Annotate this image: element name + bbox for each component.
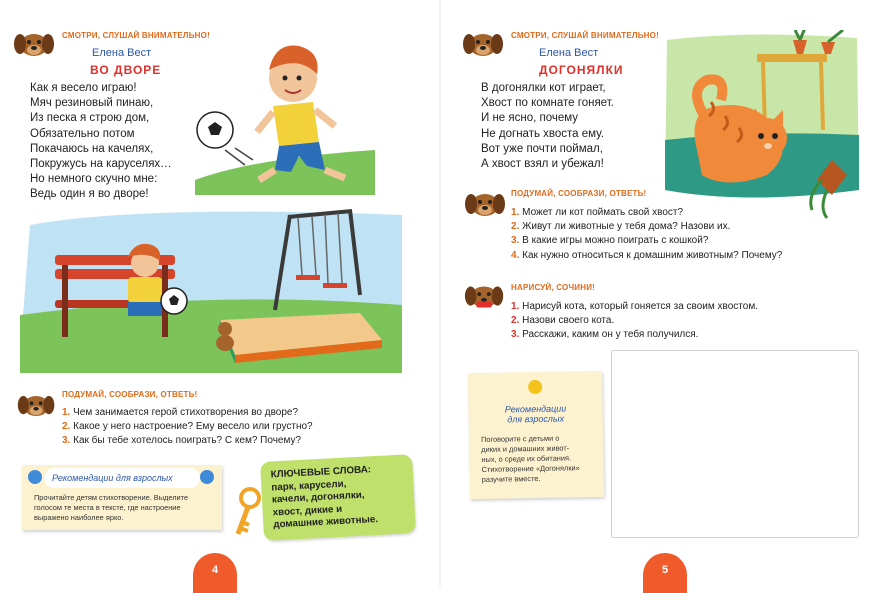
poem-line: Ведь один я во дворе! — [30, 188, 149, 201]
question-list — [511, 206, 782, 263]
list-item — [511, 206, 782, 220]
recommendation-line: Стихотворение «Догонялки» — [481, 463, 580, 474]
question-number: 3. — [511, 235, 520, 247]
question-text: В какие игры можно поиграть с кошкой? — [522, 235, 709, 247]
poem-line: И не ясно, почему — [481, 112, 579, 125]
dog-icon — [461, 30, 507, 60]
question-number: 3. — [62, 435, 71, 447]
poem-text — [30, 81, 172, 203]
draw-section-header: НАРИСУЙ, СОЧИНИ! — [511, 283, 596, 292]
recommendations-title-line: для взрослых — [507, 413, 565, 425]
page-number: 4 — [193, 553, 237, 593]
poem-line: Обязательно потом — [30, 127, 135, 140]
task-text: Расскажи, каким он у тебя получился. — [522, 329, 699, 341]
keywords-line: качели, догонялки, — [271, 489, 365, 506]
question-text: Как нужно относиться к домашним животным? Почему? — [522, 249, 783, 261]
poem-line: Из песка я строю дом, — [30, 112, 150, 125]
question-text: Какое у него настроение? Ему весело или грустно? — [73, 421, 313, 433]
question-number: 2. — [62, 421, 71, 433]
keywords-line: хвост, дикие и — [272, 503, 343, 518]
recommendations-note — [468, 371, 604, 499]
poem-line: Покачаюсь на качелях, — [30, 142, 154, 155]
recommendations-note — [22, 465, 222, 530]
question-text: Может ли кот поймать свой хвост? — [522, 207, 684, 218]
playground-illustration — [20, 205, 402, 373]
recommendation-line: диких и домашних живот- — [481, 443, 570, 454]
task-number: 2. — [511, 315, 520, 327]
recommendation-line: выражено наиболее ярко. — [34, 513, 124, 522]
recommendations-text — [481, 433, 580, 485]
keywords-line: парк, карусели, — [271, 478, 347, 493]
question-list — [62, 406, 313, 449]
poem-line: Мяч резиновый пинаю, — [30, 97, 154, 110]
left-page — [0, 0, 439, 587]
poem-title: ВО ДВОРЕ — [90, 63, 162, 77]
task-number: 1. — [511, 301, 520, 312]
task-list — [511, 300, 758, 343]
boy-kicking-ball-illustration — [195, 30, 375, 195]
recommendation-line: Прочитайте детям стихотворение. Выделите — [34, 493, 189, 502]
poem-line: Вот уже почти поймал, — [481, 142, 603, 155]
poem-author: Елена Вест — [92, 47, 152, 59]
list-item — [511, 220, 782, 234]
list-item — [62, 434, 313, 448]
recommendation-line: Поговорите с детьми о — [480, 433, 560, 444]
list-item — [62, 420, 313, 434]
poem-line: Как я весело играю! — [30, 82, 137, 94]
section-header: СМОТРИ, СЛУШАЙ ВНИМАТЕЛЬНО! — [62, 31, 210, 40]
recommendations-title: Рекомендации для взрослых — [52, 473, 173, 483]
keywords-line: домашние животные. — [273, 513, 379, 531]
pin-icon — [200, 470, 214, 484]
think-section-header: ПОДУМАЙ, СООБРАЗИ, ОТВЕТЬ! — [511, 189, 647, 198]
right-page — [441, 0, 880, 587]
list-item — [511, 328, 758, 342]
question-number: 1. — [62, 407, 71, 418]
recommendations-title-line: Рекомендации — [504, 403, 567, 415]
recommendations-title — [468, 403, 602, 425]
poem-title: ДОГОНЯЛКИ — [539, 63, 624, 77]
question-number: 4. — [511, 249, 520, 261]
pin-icon — [528, 380, 542, 394]
recommendation-line: ных, о среде их обитания. — [481, 453, 572, 464]
question-text: Живут ли животные у тебя дома? Назови их. — [522, 221, 731, 233]
cat-chasing-tail-illustration — [647, 30, 867, 220]
list-item — [511, 300, 758, 314]
dog-with-pencil-icon — [463, 282, 507, 312]
question-number: 1. — [511, 207, 520, 218]
task-number: 3. — [511, 329, 520, 341]
section-header: СМОТРИ, СЛУШАЙ ВНИМАТЕЛЬНО! — [511, 31, 659, 40]
poem-line: Покружусь на каруселях… — [30, 158, 172, 171]
question-number: 2. — [511, 221, 520, 233]
question-text: Чем занимается герой стихотворения во дворе? — [73, 407, 299, 418]
poem-line: Не догнать хвоста ему. — [481, 127, 604, 140]
drawing-area[interactable] — [611, 350, 859, 538]
pin-icon — [28, 470, 42, 484]
list-item — [62, 406, 313, 420]
keywords-card — [260, 454, 416, 540]
poem-line: Но немного скучно мне: — [30, 173, 158, 186]
recommendation-line: разучите вместе. — [481, 473, 541, 484]
question-text: Как бы тебе хотелось поиграть? С кем? Почему? — [73, 435, 302, 447]
keywords-line: КЛЮЧЕВЫЕ СЛОВА: — [270, 464, 372, 481]
recommendation-line: голосом те места в тексте, где настроение — [34, 503, 181, 512]
recommendations-text — [34, 493, 188, 523]
dog-icon — [463, 190, 509, 220]
task-text: Нарисуй кота, который гоняется за своим хвостом. — [522, 301, 758, 312]
think-section-header: ПОДУМАЙ, СООБРАЗИ, ОТВЕТЬ! — [62, 390, 198, 399]
list-item — [511, 249, 782, 263]
page-number: 5 — [643, 553, 687, 593]
poem-line: А хвост взял и убежал! — [481, 158, 604, 171]
list-item — [511, 314, 758, 328]
poem-line: Хвост по комнате гоняет. — [481, 97, 614, 110]
list-item — [511, 234, 782, 248]
poem-author: Елена Вест — [539, 47, 599, 59]
task-text: Назови своего кота. — [522, 315, 615, 327]
dog-icon — [16, 392, 58, 420]
poem-line: В догонялки кот играет, — [481, 82, 606, 94]
dog-icon — [12, 30, 58, 60]
poem-text — [481, 81, 614, 172]
